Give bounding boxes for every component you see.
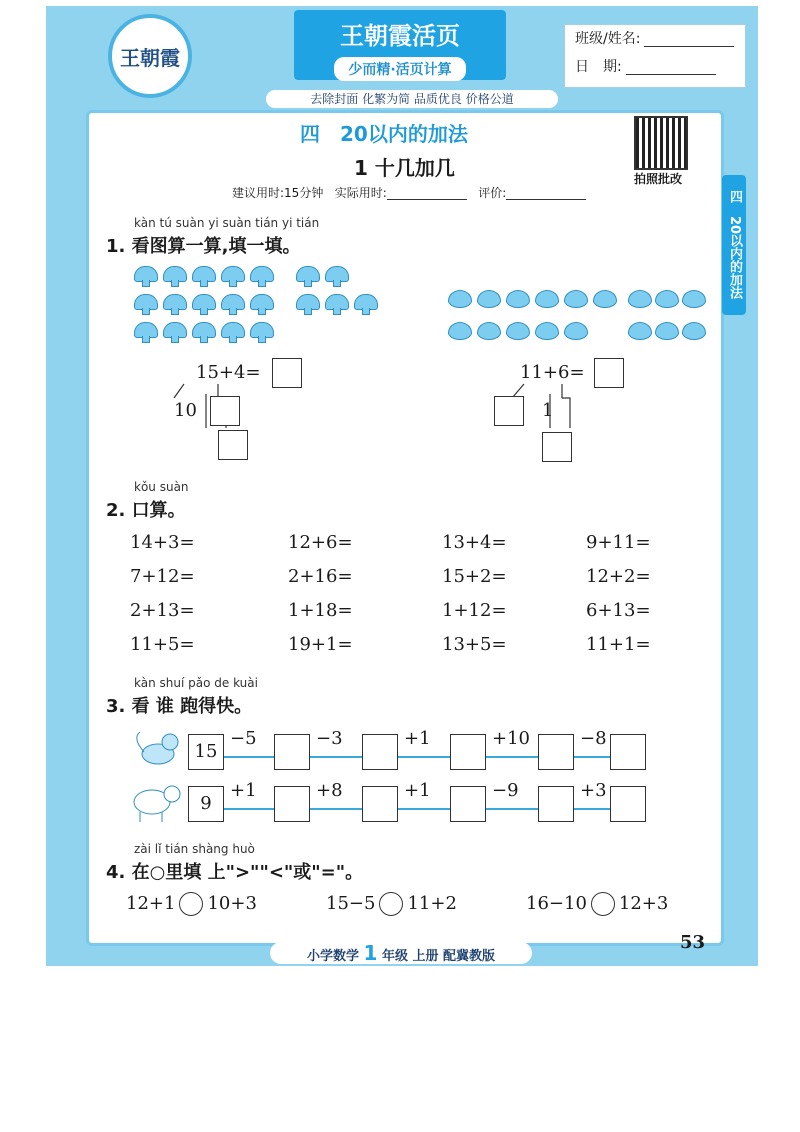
mushroom-icon bbox=[192, 322, 216, 338]
mental-math-problem[interactable]: 1+12= bbox=[442, 600, 507, 621]
lesson-title: 1 十几加几 bbox=[354, 156, 455, 180]
answer-box[interactable] bbox=[210, 396, 240, 426]
title-banner bbox=[294, 10, 506, 80]
class-name-field[interactable] bbox=[644, 32, 734, 47]
mental-math-problem[interactable]: 12+2= bbox=[586, 566, 651, 587]
goat-operation: +3 bbox=[580, 780, 607, 801]
class-name-label: 班级/姓名: bbox=[575, 31, 641, 47]
answer-box[interactable] bbox=[218, 430, 248, 460]
cat-operation: +10 bbox=[492, 728, 530, 749]
mental-math-problem[interactable]: 6+13= bbox=[586, 600, 651, 621]
answer-box[interactable] bbox=[450, 734, 486, 770]
cat-start-box: 15 bbox=[188, 734, 224, 770]
cat-operation: −3 bbox=[316, 728, 343, 749]
mental-math-problem[interactable]: 1+18= bbox=[288, 600, 353, 621]
cat-icon bbox=[130, 728, 184, 772]
actual-time-field[interactable] bbox=[387, 187, 467, 200]
answer-box[interactable] bbox=[594, 358, 624, 388]
compare-circle[interactable] bbox=[591, 892, 615, 916]
bird-icon bbox=[628, 290, 652, 308]
bird-icon bbox=[535, 322, 559, 340]
compare-right: 11+2 bbox=[407, 893, 457, 914]
mushroom-icon bbox=[325, 294, 349, 310]
mushroom-icon bbox=[250, 266, 274, 282]
bird-icon bbox=[477, 290, 501, 308]
mushroom-icon bbox=[296, 294, 320, 310]
compare-right: 10+3 bbox=[207, 893, 257, 914]
bird-icon bbox=[535, 290, 559, 308]
compare-item bbox=[126, 892, 257, 916]
bird-icon bbox=[506, 290, 530, 308]
compare-left: 16−10 bbox=[526, 893, 587, 914]
mental-math-problem[interactable]: 9+11= bbox=[586, 532, 651, 553]
slogan: 去除封面 化繁为简 品质优良 价格公道 bbox=[266, 90, 558, 108]
compare-right: 12+3 bbox=[618, 893, 669, 914]
mushroom-icon bbox=[296, 266, 320, 282]
mushroom-icon bbox=[221, 266, 245, 282]
answer-box[interactable] bbox=[362, 734, 398, 770]
q2-pinyin: kǒu suàn bbox=[134, 480, 189, 494]
bird-icon bbox=[448, 322, 472, 340]
cat-operation: −8 bbox=[580, 728, 607, 749]
qr-label: 拍照批改 bbox=[634, 172, 683, 186]
q4-pinyin: zài lǐ tián shàng huò bbox=[134, 842, 255, 856]
mushroom-icon bbox=[192, 294, 216, 310]
goat-operation: +1 bbox=[230, 780, 257, 801]
compare-item bbox=[526, 892, 668, 916]
mushroom-icon bbox=[134, 294, 158, 310]
mental-math-problem[interactable]: 7+12= bbox=[130, 566, 195, 587]
mushroom-icon bbox=[250, 294, 274, 310]
answer-box[interactable] bbox=[610, 786, 646, 822]
answer-box[interactable] bbox=[450, 786, 486, 822]
bird-icon bbox=[448, 290, 472, 308]
evaluation-field[interactable] bbox=[506, 187, 586, 200]
bird-icon bbox=[682, 322, 706, 340]
bird-icon bbox=[564, 290, 588, 308]
mushroom-icon bbox=[163, 294, 187, 310]
q4-title: 4. 在○里填 上">""<"或"="。 bbox=[106, 862, 364, 883]
goat-start-box: 9 bbox=[188, 786, 224, 822]
page-number: 53 bbox=[680, 932, 706, 953]
date-label: 日 期: bbox=[575, 59, 622, 75]
compare-left: 15−5 bbox=[326, 893, 376, 914]
answer-box[interactable] bbox=[610, 734, 646, 770]
mushroom-icon bbox=[354, 294, 378, 310]
answer-box[interactable] bbox=[272, 358, 302, 388]
mushroom-icon bbox=[134, 322, 158, 338]
mushroom-icon bbox=[221, 294, 245, 310]
mental-math-problem[interactable]: 2+13= bbox=[130, 600, 195, 621]
goat-icon bbox=[126, 778, 184, 824]
answer-box[interactable] bbox=[274, 786, 310, 822]
mushroom-icon bbox=[325, 266, 349, 282]
goat-operation: −9 bbox=[492, 780, 519, 801]
answer-box[interactable] bbox=[274, 734, 310, 770]
answer-box[interactable] bbox=[538, 786, 574, 822]
bird-icon bbox=[564, 322, 588, 340]
answer-box[interactable] bbox=[362, 786, 398, 822]
bird-icon bbox=[593, 290, 617, 308]
answer-box[interactable] bbox=[494, 396, 524, 426]
bird-icon bbox=[655, 290, 679, 308]
mushroom-icon bbox=[250, 322, 274, 338]
q1-left-part: 10 bbox=[174, 400, 197, 421]
q1-title: 1. 看图算一算,填一填。 bbox=[106, 236, 301, 257]
q3-title: 3. 看 谁 跑得快。 bbox=[106, 696, 253, 717]
compare-circle[interactable] bbox=[179, 892, 203, 916]
mental-math-problem[interactable]: 13+5= bbox=[442, 634, 507, 655]
compare-item bbox=[326, 892, 457, 916]
mental-math-problem[interactable]: 13+4= bbox=[442, 532, 507, 553]
mushroom-icon bbox=[163, 266, 187, 282]
answer-box[interactable] bbox=[538, 734, 574, 770]
mushroom-icon bbox=[134, 266, 158, 282]
mental-math-problem[interactable]: 19+1= bbox=[288, 634, 353, 655]
mental-math-problem[interactable]: 12+6= bbox=[288, 532, 353, 553]
mental-math-problem[interactable]: 11+1= bbox=[586, 634, 651, 655]
q1-left-equation: 15+4= bbox=[196, 362, 261, 383]
q1-right-equation: 11+6= bbox=[520, 362, 585, 383]
mental-math-problem[interactable]: 2+16= bbox=[288, 566, 353, 587]
student-info-box bbox=[564, 24, 746, 88]
brand-logo: 王朝霞 bbox=[108, 14, 192, 98]
bird-icon bbox=[655, 322, 679, 340]
q2-title: 2. 口算。 bbox=[106, 500, 186, 521]
q1-right-part: 1 bbox=[542, 400, 554, 421]
compare-circle[interactable] bbox=[379, 892, 403, 916]
q1-pinyin: kàn tú suàn yi suàn tián yi tián bbox=[134, 216, 320, 230]
side-tab: 四 20以内的加法 bbox=[722, 175, 746, 315]
footer-badge: 小学数学 1 年级 上册 配冀教版 bbox=[270, 942, 532, 964]
mental-math-problem[interactable]: 14+3= bbox=[130, 532, 195, 553]
time-bar: 建议用时:15分钟 实际用时: 评价: bbox=[232, 184, 586, 201]
mental-math-problem[interactable]: 11+5= bbox=[130, 634, 195, 655]
answer-box[interactable] bbox=[542, 432, 572, 462]
mushroom-icon bbox=[163, 322, 187, 338]
cat-operation: −5 bbox=[230, 728, 257, 749]
unit-title: 四 20以内的加法 bbox=[300, 122, 468, 146]
cat-operation: +1 bbox=[404, 728, 431, 749]
mushroom-icon bbox=[192, 266, 216, 282]
date-field[interactable] bbox=[626, 60, 716, 75]
banner-title: 王朝霞活页 bbox=[340, 22, 460, 50]
mental-math-problem[interactable]: 15+2= bbox=[442, 566, 507, 587]
goat-operation: +8 bbox=[316, 780, 343, 801]
compare-left: 12+1 bbox=[126, 893, 176, 914]
bird-icon bbox=[628, 322, 652, 340]
bird-icon bbox=[682, 290, 706, 308]
bird-icon bbox=[506, 322, 530, 340]
bird-icon bbox=[477, 322, 501, 340]
goat-operation: +1 bbox=[404, 780, 431, 801]
banner-subtitle: 少而精·活页计算 bbox=[334, 57, 465, 81]
mushroom-icon bbox=[221, 322, 245, 338]
q3-pinyin: kàn shuí pǎo de kuài bbox=[134, 676, 258, 690]
qr-code[interactable] bbox=[634, 116, 688, 170]
